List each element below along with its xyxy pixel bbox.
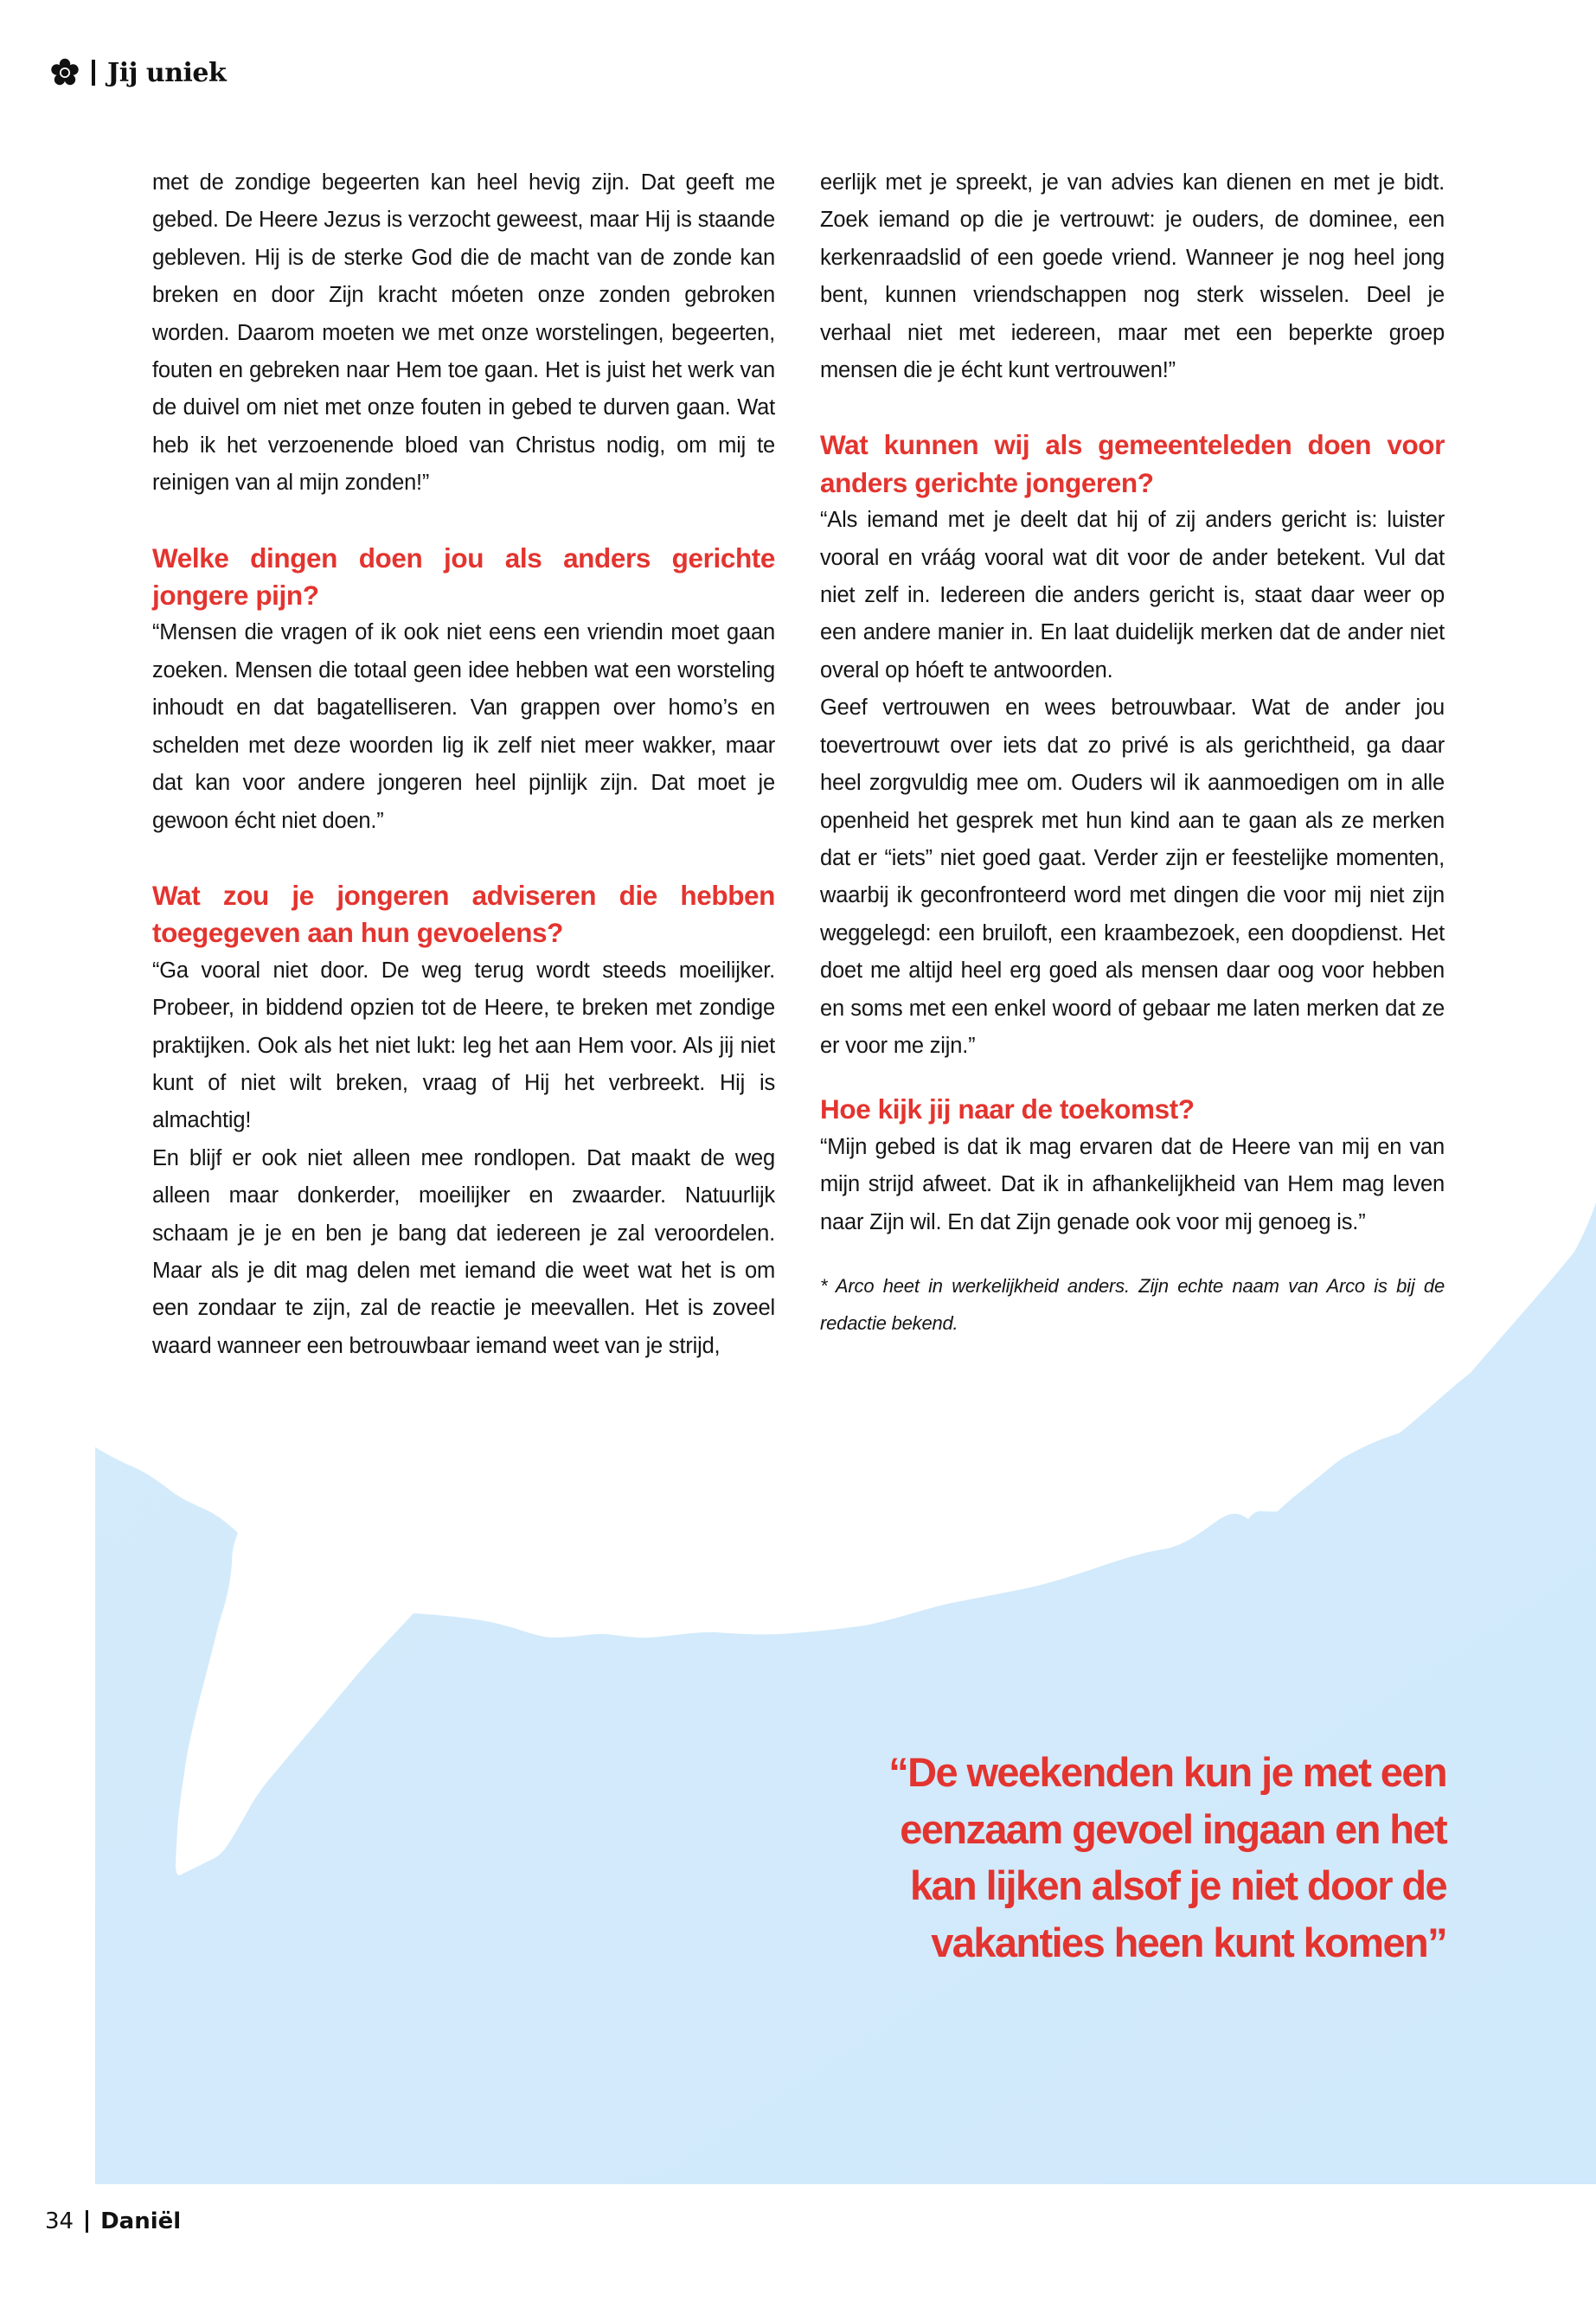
flower-icon	[50, 58, 80, 87]
pull-quote-line: “De weekenden kun je met een	[888, 1749, 1446, 1795]
body-paragraph: En blijf er ook niet alleen mee rondlopen. Dat maakt de weg alleen maar donkerder, moeilijker en zwaarder. Natuurlijk schaam je je en ben je bang dat iedereen je zal veroordelen. Maar als je dit mag delen met iemand die weet wat het is om een zondaar te zijn, zal de reactie je meevallen. Het is zoveel waard wanneer een betrouwbaar iemand weet van je strijd,	[152, 1145, 775, 1358]
divider	[92, 60, 95, 86]
pull-quote-line: kan lijken alsof je niet door de	[909, 1862, 1446, 1908]
body-paragraph: Geef vertrouwen en wees betrouwbaar. Wat de ander jou toevertrouwt over iets dat zo privé is als gerichtheid, ga daar heel zorgvuldig mee om. Ouders wil ik aanmoedigen om in alle openheid het gesprek met hun kind aan te gaan als ze merken dat er “iets” niet goed gaat. Verder zijn er feestelijke momenten, waarbij ik geconfronteerd word met dingen die voor mij niet zijn weggelegd: een bruiloft, een kraambezoek, een doopdienst. Het doet me altijd heel erg goed als mensen daar oog voor hebben en soms met een enkel woord of gebaar me laten merken dat ze er voor me zijn.”	[820, 695, 1445, 1058]
body-paragraph: “Als iemand met je deelt dat hij of zij anders gericht is: luister vooral en vráág vooral wat dit voor de ander betekent. Vul dat niet zelf in. Iedereen die anders gericht is, staat daar weer op een andere manier in. En laat duidelijk merken dat de ander niet overal op hóeft te antwoorden.	[820, 508, 1445, 683]
divider	[86, 2210, 88, 2233]
left-column	[152, 164, 775, 1365]
running-head	[50, 54, 226, 92]
question-heading: Wat kunnen wij als gemeenteleden doen voor anders gerichte jongeren?	[820, 429, 1445, 498]
body-paragraph: “Mijn gebed is dat ik mag ervaren dat de Heere van mij en van mijn strijd afweet. Dat ik in afhankelijkheid van Hem mag leven naar Zijn wil. En dat Zijn genade ook voor mij genoeg is.”	[820, 1134, 1445, 1234]
body-paragraph: “Mensen die vragen of ik ook niet eens een vriendin moet gaan zoeken. Mensen die totaal geen idee hebben wat een worsteling inhoudt en dat bagatelliseren. Van grappen over homo’s en schelden met deze woorden lig ik zelf niet meer wakker, maar dat kan voor andere jongeren heel pijnlijk zijn. Dat moet je gewoon écht niet doen.”	[152, 620, 775, 833]
pull-quote	[830, 1744, 1446, 1971]
pull-quote-line: vakanties heen kunt komen”	[931, 1919, 1446, 1965]
body-paragraph: eerlijk met je spreekt, je van advies kan dienen en met je bidt. Zoek iemand op die je vertrouwt: je ouders, de dominee, een kerkenraadslid of een goede vriend. Wanneer je nog heel jong bent, kunnen vriendschappen nog sterk wisselen. Deel je verhaal niet met iedereen, maar met een beperkte groep mensen die je écht kunt vertrouwen!”	[820, 170, 1445, 383]
right-column	[820, 164, 1445, 1343]
section-title: Jij uniek	[107, 57, 227, 88]
page-footer	[45, 2204, 181, 2239]
question-heading: Welke dingen doen jou als anders gerichte jongere pijn?	[152, 542, 775, 612]
body-paragraph: met de zondige begeerten kan heel hevig zijn. Dat geeft me gebed. De Heere Jezus is verzocht geweest, maar Hij is staande gebleven. Hij is de sterke God die de macht van de zonde kan breken en door Zijn kracht móeten onze zonden gebroken worden. Daarom moeten we met onze worstelingen, begeerten, fouten en gebreken naar Hem toe gaan. Het is juist het werk van de duivel om niet met onze fouten in gebed te durven gaan. Wat heb ik het verzoenende bloed van Christus nodig, om mij te reinigen van al mijn zonden!”	[152, 170, 775, 496]
page-number: 34	[45, 2208, 74, 2234]
question-heading: Hoe kijk jij naar de toekomst?	[820, 1093, 1195, 1125]
question-heading: Wat zou je jongeren adviseren die hebben toegegeven aan hun gevoelens?	[152, 879, 775, 949]
magazine-name: Daniël	[100, 2208, 182, 2234]
footnote: * Arco heet in werkelijkheid anders. Zijn echte naam van Arco is bij de redactie bekend.	[820, 1274, 1445, 1335]
body-paragraph: “Ga vooral niet door. De weg terug wordt steeds moeilijker. Probeer, in biddend opzien tot de Heere, te breken met zondige praktijken. Ook als het niet lukt: leg het aan Hem voor. Als jij niet kunt of niet wilt breken, vraag of Hij het verbreekt. Hij is almachtig!	[152, 958, 775, 1133]
pull-quote-line: eenzaam gevoel ingaan en het	[900, 1805, 1446, 1852]
